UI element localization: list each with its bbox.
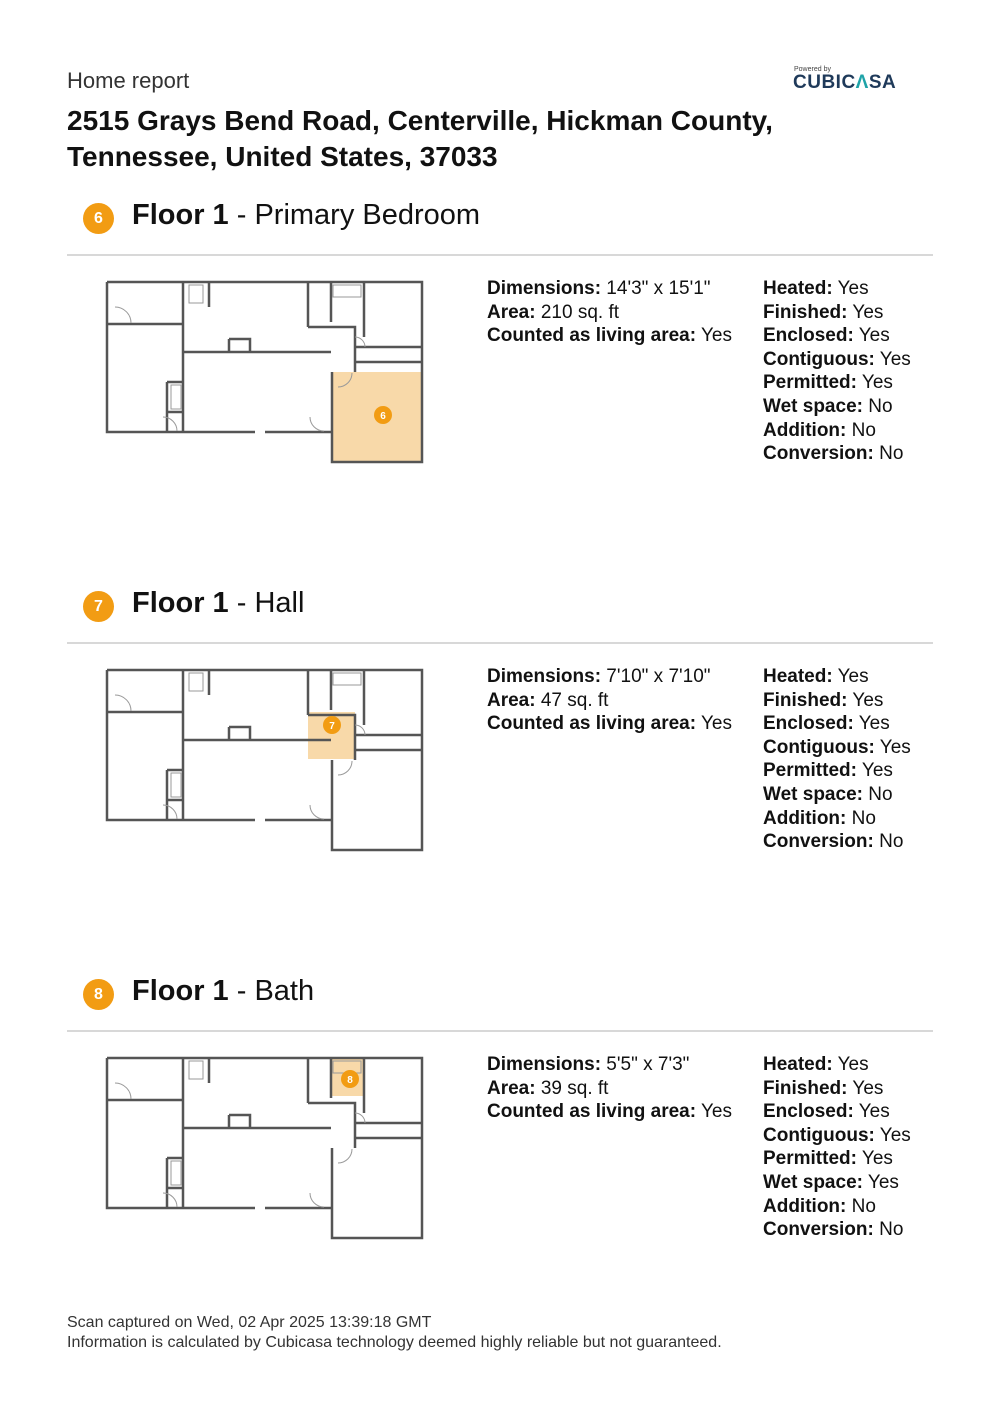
property-row (487, 324, 732, 348)
kitchen-counter (189, 673, 203, 691)
property-key: Contiguous: (763, 736, 875, 758)
bathtub (333, 285, 361, 297)
property-key: Wet space: (763, 1171, 863, 1193)
section-divider (67, 1030, 933, 1032)
cubicasa-logo (793, 66, 913, 93)
property-key: Dimensions: (487, 278, 602, 299)
property-key: Contiguous: (763, 1124, 875, 1146)
property-key: Area: (487, 689, 536, 711)
property-row (487, 277, 732, 301)
address-line-2: Tennessee, United States, 37033 (67, 141, 498, 172)
property-row (763, 348, 911, 372)
property-value: Yes (874, 1124, 911, 1146)
property-key: Dimensions: (487, 666, 602, 687)
property-value: Yes (874, 348, 911, 370)
property-row (763, 277, 911, 301)
kitchen-counter (189, 1061, 203, 1079)
property-value: Yes (853, 325, 890, 347)
property-key: Heated: (763, 1054, 833, 1075)
property-value: No (862, 395, 893, 417)
property-key: Counted as living area: (487, 325, 697, 347)
section-header (67, 585, 933, 630)
room-number-badge: 7 (83, 591, 114, 622)
property-key: Heated: (763, 666, 833, 687)
property-key: Wet space: (763, 783, 863, 805)
property-row (763, 1124, 911, 1148)
logo-powered-text: Powered by (794, 66, 831, 73)
floor-plan (105, 665, 435, 870)
property-key: Addition: (763, 419, 847, 441)
property-row (763, 1195, 911, 1219)
room-flags (763, 665, 911, 854)
room-marker-number: 8 (347, 1075, 353, 1086)
property-row (763, 1171, 911, 1195)
property-value: Yes (832, 278, 869, 299)
property-value: 47 sq. ft (535, 689, 609, 711)
property-key: Contiguous: (763, 348, 875, 370)
property-key: Enclosed: (763, 325, 854, 347)
section-header (67, 197, 933, 242)
stairs (171, 1161, 181, 1185)
property-value: No (846, 1195, 876, 1217)
property-row (763, 783, 911, 807)
room-marker-number: 6 (380, 411, 386, 422)
property-key: Area: (487, 301, 536, 323)
property-row (763, 830, 911, 854)
property-key: Counted as living area: (487, 713, 697, 735)
property-key: Conversion: (763, 831, 874, 853)
property-row (487, 665, 732, 689)
room-info (487, 277, 732, 348)
room-number-badge: 6 (83, 203, 114, 234)
property-row (487, 712, 732, 736)
walls (107, 670, 422, 850)
room-section-bath (67, 973, 933, 1303)
room-flags (763, 1053, 911, 1242)
property-row (763, 759, 911, 783)
property-row (487, 1053, 732, 1077)
property-key: Counted as living area: (487, 1101, 697, 1123)
property-row (487, 301, 732, 325)
property-row (763, 1147, 911, 1171)
property-key: Dimensions: (487, 1054, 602, 1075)
section-divider (67, 642, 933, 644)
property-value: Yes (847, 689, 884, 711)
door-swings (115, 1083, 365, 1207)
disclaimer: Information is calculated by Cubicasa technology deemed highly reliable but not guaranteed. (67, 1334, 722, 1351)
property-key: Wet space: (763, 395, 863, 417)
property-key: Conversion: (763, 1219, 874, 1241)
property-value: Yes (847, 1077, 884, 1099)
property-value: No (873, 443, 904, 465)
property-value: Yes (847, 301, 884, 323)
property-row (763, 395, 911, 419)
section-divider (67, 254, 933, 256)
property-value: No (873, 1219, 904, 1241)
room-section-hall (67, 585, 933, 915)
stairs (171, 385, 181, 409)
property-value: No (873, 831, 904, 853)
property-row (763, 1218, 911, 1242)
section-title: Floor 1 - Bath (132, 975, 315, 1007)
room-number-badge: 8 (83, 979, 114, 1010)
property-key: Permitted: (763, 760, 857, 782)
property-row (763, 689, 911, 713)
property-value: Yes (696, 713, 732, 735)
room-marker-number: 7 (329, 721, 335, 732)
property-row (763, 665, 911, 689)
property-row (763, 807, 911, 831)
property-row (763, 1077, 911, 1101)
property-row (763, 736, 911, 760)
property-row (763, 712, 911, 736)
section-header (67, 973, 933, 1018)
property-row (487, 1100, 732, 1124)
property-key: Finished: (763, 1077, 848, 1099)
room-flags (763, 277, 911, 466)
property-key: Addition: (763, 1195, 847, 1217)
property-key: Permitted: (763, 1148, 857, 1170)
section-title: Floor 1 - Primary Bedroom (132, 199, 481, 231)
property-value: Yes (832, 1054, 869, 1075)
property-key: Finished: (763, 689, 848, 711)
property-key: Heated: (763, 278, 833, 299)
door-swings (115, 307, 365, 431)
room-section-primary-bedroom (67, 197, 933, 527)
property-value: No (846, 807, 876, 829)
property-key: Finished: (763, 301, 848, 323)
section-title: Floor 1 - Hall (132, 587, 305, 619)
property-value: Yes (856, 1148, 893, 1170)
property-value: Yes (874, 736, 911, 758)
stairs (171, 773, 181, 797)
property-key: Area: (487, 1077, 536, 1099)
property-row (763, 324, 911, 348)
property-value: Yes (696, 325, 732, 347)
property-row (763, 442, 911, 466)
property-value: Yes (696, 1101, 732, 1123)
property-value: 14'3" x 15'1" (601, 278, 711, 299)
property-value: 39 sq. ft (535, 1077, 609, 1099)
floor-plan (105, 1053, 435, 1258)
property-value: No (862, 783, 893, 805)
property-value: 210 sq. ft (535, 301, 620, 323)
floor-plan (105, 277, 435, 482)
property-key: Enclosed: (763, 1101, 854, 1123)
property-value: 7'10" x 7'10" (601, 666, 711, 687)
report-label: Home report (67, 68, 190, 93)
property-key: Enclosed: (763, 713, 854, 735)
property-value: No (846, 419, 876, 441)
property-key: Conversion: (763, 443, 874, 465)
property-row (763, 371, 911, 395)
logo-brand: CUBICΛSA (793, 72, 897, 93)
address-line-1: 2515 Grays Bend Road, Centerville, Hickman County, (67, 105, 773, 136)
property-value: Yes (832, 666, 869, 687)
kitchen-counter (189, 285, 203, 303)
property-row (763, 419, 911, 443)
property-row (487, 1077, 732, 1101)
room-info (487, 665, 732, 736)
bathtub (333, 673, 361, 685)
property-value: Yes (853, 1101, 890, 1123)
property-row (487, 689, 732, 713)
room-info (487, 1053, 732, 1124)
walls (107, 1058, 422, 1238)
property-key: Addition: (763, 807, 847, 829)
property-value: Yes (856, 760, 893, 782)
footer (67, 1313, 722, 1353)
scan-timestamp: Scan captured on Wed, 02 Apr 2025 13:39:18 GMT (67, 1314, 432, 1331)
property-value: Yes (853, 713, 890, 735)
property-key: Permitted: (763, 372, 857, 394)
property-row (763, 1100, 911, 1124)
property-value: 5'5" x 7'3" (601, 1054, 690, 1075)
property-value: Yes (856, 372, 893, 394)
property-value: Yes (862, 1171, 899, 1193)
property-row (763, 1053, 911, 1077)
property-address (67, 103, 847, 175)
property-row (763, 301, 911, 325)
